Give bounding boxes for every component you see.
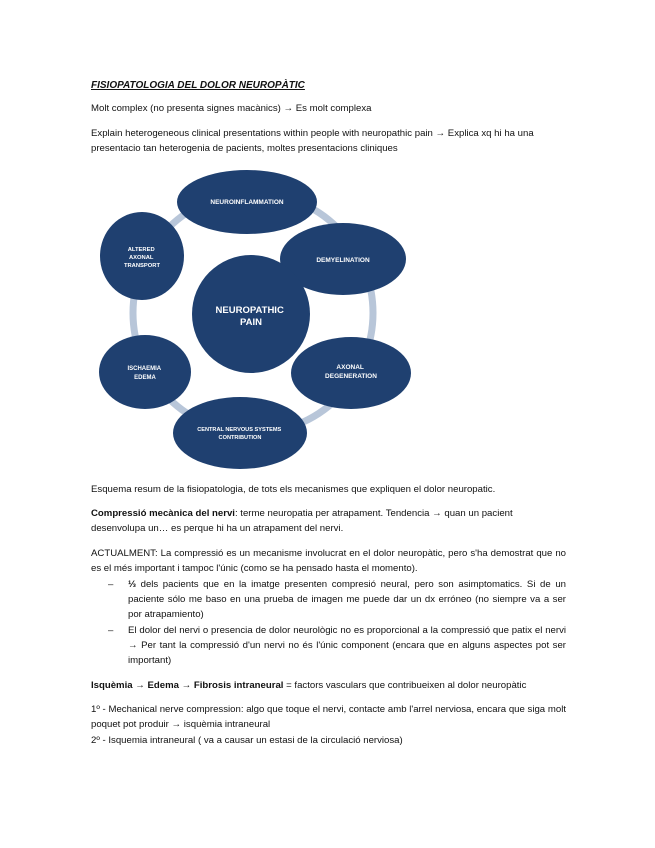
node-axonal-degeneration	[291, 337, 411, 409]
page-title: FISIOPATOLOGIA DEL DOLOR NEUROPÀTIC	[91, 80, 305, 91]
heterogeneity-paragraph: Explain heterogeneous clinical presentations within people with neuropathic pain → Explica xq hi ha una presentacio tan heterogenia de pacients, moltes presentacions cliniques	[91, 128, 534, 154]
compression-label: Compressió mecànica del nervi	[91, 508, 235, 519]
bullet-text: El dolor del nervi o presencia de dolor neurològic no es proporcional a la compressió que patix el nervi → Per tant la compressió d'un nervi no és l'únic component (encara que en alguns aspectes pot ser important)	[128, 625, 566, 666]
center-label: NEUROPATHIC	[215, 305, 284, 316]
center-label: PAIN	[240, 317, 262, 328]
pathophysiology-diagram	[95, 165, 425, 475]
bullet-text: dels pacients que en la imatge presenten compresió neural, pero son asimptomatics. Si de un paciente sólo me baso en una prueba de imagen me puede dar un dx erróneo (no siempre va a ser por atrapamiento)	[128, 579, 566, 620]
node-label: ISCHAEMIA	[127, 366, 161, 372]
node-central-nervous-systems	[173, 397, 307, 469]
step-one-paragraph: 1º - Mechanical nerve compression: algo que toque el nervi, contacte amb l'arrel nerviosa, encara que siga molt poquet pot produir → isquèmia intraneural	[91, 704, 566, 730]
dash-marker: –	[108, 579, 114, 590]
node-label: NEUROINFLAMMATION	[210, 199, 284, 206]
compression-paragraph	[91, 506, 566, 536]
step-two-paragraph: 2º - Isquemia intraneural ( va a causar un estasi de la circulació nerviosa)	[91, 735, 403, 746]
bullet-list	[108, 577, 566, 669]
node-label: CENTRAL NERVOUS SYSTEMS	[197, 427, 282, 433]
node-label: DEMYELINATION	[316, 257, 370, 264]
compression-text: : terme neuropatia per atrapament. Tendencia → quan un pacient desenvolupa un… es perque hi ha un atrapament del nervi.	[91, 508, 513, 534]
diagram-caption: Esquema resum de la fisiopatologia, de tots els mecanismes que expliquen el dolor neuropatic.	[91, 484, 496, 495]
node-altered-axonal-transport	[100, 212, 184, 300]
node-label: CONTRIBUTION	[218, 435, 262, 441]
vascular-text: = factors vasculars que contribueixen al dolor neuropàtic	[283, 680, 527, 691]
intro-line: Molt complex (no presenta signes macànics) → Es molt complexa	[91, 103, 372, 114]
list-item	[108, 577, 566, 622]
vascular-label: Isquèmia → Edema → Fibrosis intraneural	[91, 680, 284, 691]
node-label: DEGENERATION	[325, 373, 377, 380]
bullet-bold: ⅓	[128, 579, 137, 590]
svg-text:DEMYELINATION	[316, 257, 370, 264]
dash-marker: –	[108, 625, 114, 636]
node-label: ALTERED	[127, 247, 155, 253]
node-ischaemia-edema	[99, 335, 191, 409]
node-label: TRANSPORT	[123, 263, 161, 269]
node-center-neuropathic-pain	[192, 255, 310, 373]
node-neuroinflammation	[177, 170, 317, 234]
list-item	[108, 623, 566, 668]
node-label: AXONAL	[336, 364, 364, 371]
vascular-factors-line	[91, 678, 566, 693]
node-label: AXONAL	[129, 255, 154, 261]
node-label: EDEMA	[134, 375, 156, 381]
svg-text:NEUROINFLAMMATION	[210, 199, 283, 206]
actualment-paragraph: ACTUALMENT: La compressió es un mecanisme involucrat en el dolor neuropàtic, pero s'ha demostrat que no es el més important i tampoc l'únic (como se ha pensado hasta el momento).	[91, 548, 566, 574]
